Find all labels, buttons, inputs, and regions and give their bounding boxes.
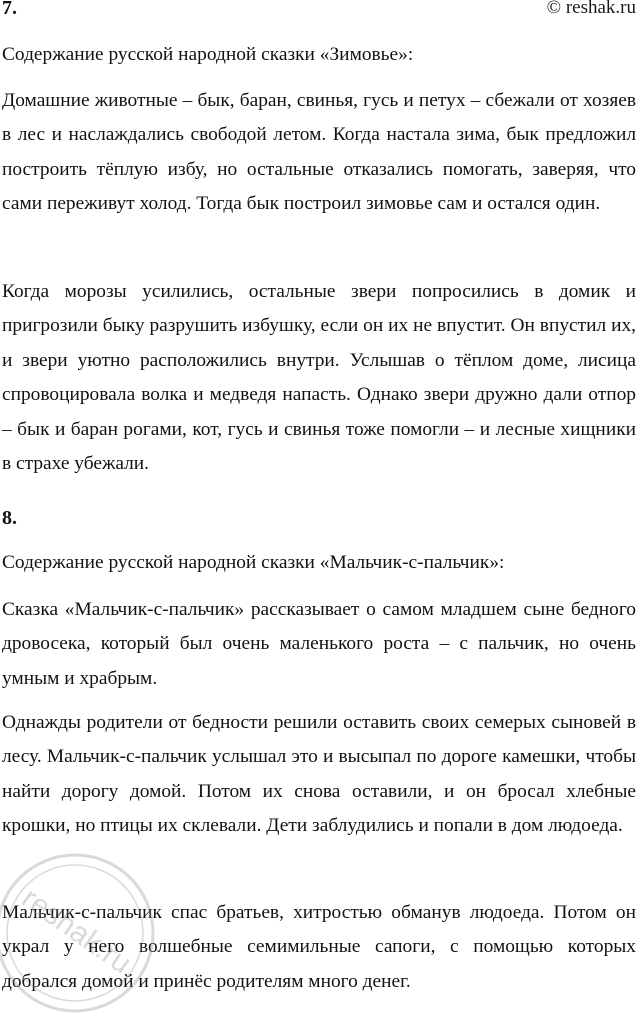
section-8-paragraph-3: Мальчик-с-пальчик спас братьев, хитростью обманув людоеда. Потом он украл у него волшебные семимильные сапоги, с помощью которых добрался домой и принёс родителям много денег. bbox=[2, 902, 636, 992]
section-8-heading: Содержание русской народной сказки «Мальчик-с-пальчик»: bbox=[2, 552, 505, 573]
section-8-paragraph-2: Однажды родители от бедности решили оставить своих семерых сыновей в лесу. Мальчик-с-пальчик услышал это и высыпал по дороге камешки, чтобы найти дорогу домой. Потом их снова оставили, и он бросал хлебные крошки, но птицы их склевали. Дети заблудились и попали в дом людоеда. bbox=[2, 712, 636, 837]
section-8-paragraph-1: Сказка «Мальчик-с-пальчик» рассказывает о самом младшем сыне бедного дровосека, который был очень маленького роста – с пальчик, но очень умным и храбрым. bbox=[2, 599, 636, 689]
section-7-paragraph-1: Домашние животные – бык, баран, свинья, гусь и петух – сбежали от хозяев в лес и наслаждались свободой летом. Когда настала зима, бык предложил построить тёплую избу, но остальные отказались помогать, заверяя, что сами переживут холод. Тогда бык построил зимовье сам и остался один. bbox=[2, 90, 636, 215]
section-7-heading: Содержание русской народной сказки «Зимовье»: bbox=[2, 44, 414, 65]
section-7-paragraph-2: Когда морозы усилились, остальные звери попросились в домик и пригрозили быку разрушить избушку, если он их не впустит. Он впустил их, и звери уютно расположились внутри. Услышав о тёплом доме, лисица спровоцировала волка и медведя напасть. Однако звери дружно дали отпор – бык и баран рогами, кот, гусь и свинья тоже помогли – и лесные хищники в страхе убежали. bbox=[2, 281, 636, 475]
item-number-7: 7. bbox=[2, 0, 17, 19]
copyright-credit: © reshak.ru bbox=[546, 0, 636, 18]
item-number-8: 8. bbox=[2, 507, 17, 529]
watermark-text: reshak.ru bbox=[15, 881, 138, 981]
